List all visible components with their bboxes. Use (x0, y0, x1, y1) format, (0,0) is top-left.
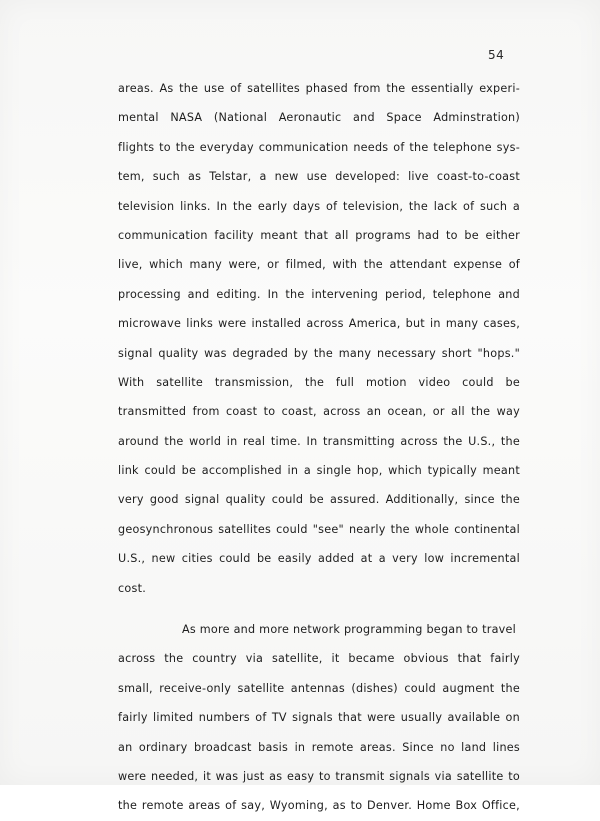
text-line: microwave links were installed across America, but in many cases, (118, 317, 520, 331)
text-line: processing and editing. In the intervening period, telephone and (118, 287, 520, 301)
text-line: across the country via satellite, it became obvious that fairly (118, 652, 520, 666)
text-line: small, receive-only satellite antennas (dishes) could augment the (118, 681, 520, 695)
text-line: fairly limited numbers of TV signals that were usually available on (118, 711, 520, 725)
text-line: geosynchronous satellites could "see" nearly the whole continental (118, 522, 520, 536)
text-line: around the world in real time. In transmitting across the U.S., the (118, 434, 520, 448)
text-line: signal quality was degraded by the many necessary short "hops." (118, 346, 520, 360)
text-line: tem, such as Telstar, a new use developed: live coast-to-coast (118, 170, 520, 184)
text-line: flights to the everyday communication needs of the telephone sys- (118, 140, 520, 154)
text-line: areas. As the use of satellites phased from the essentially experi- (118, 82, 520, 95)
text-line: very good signal quality could be assured. Additionally, since the (118, 493, 520, 507)
text-line: U.S., new cities could be easily added at a very low incremental (118, 552, 520, 566)
text-line: communication facility meant that all programs had to be either (118, 228, 520, 242)
text-line: live, which many were, or filmed, with the attendant expense of (118, 258, 520, 272)
page-number: 54 (488, 48, 505, 62)
text-line: were needed, it was just as easy to transmit signals via satellite to (118, 769, 520, 783)
text-line: an ordinary broadcast basis in remote areas. Since no land lines (118, 740, 520, 754)
paragraph-2 (118, 615, 520, 821)
text-line: the remote areas of say, Wyoming, as to Denver. Home Box Office, (118, 799, 520, 813)
text-line: television links. In the early days of television, the lack of such a (118, 199, 520, 213)
body-text (118, 74, 520, 821)
text-line: cost. (118, 581, 147, 595)
paragraph-spacer (118, 603, 520, 615)
text-line: link could be accomplished in a single hop, which typically meant (118, 464, 520, 478)
text-line: With satellite transmission, the full motion video could be (118, 375, 520, 389)
text-line: mental NASA (National Aeronautic and Space Adminstration) (118, 111, 520, 125)
paragraph-1 (118, 74, 520, 603)
text-line: transmitted from coast to coast, across an ocean, or all the way (118, 405, 520, 419)
text-line: As more and more network programming began to travel (182, 623, 517, 637)
